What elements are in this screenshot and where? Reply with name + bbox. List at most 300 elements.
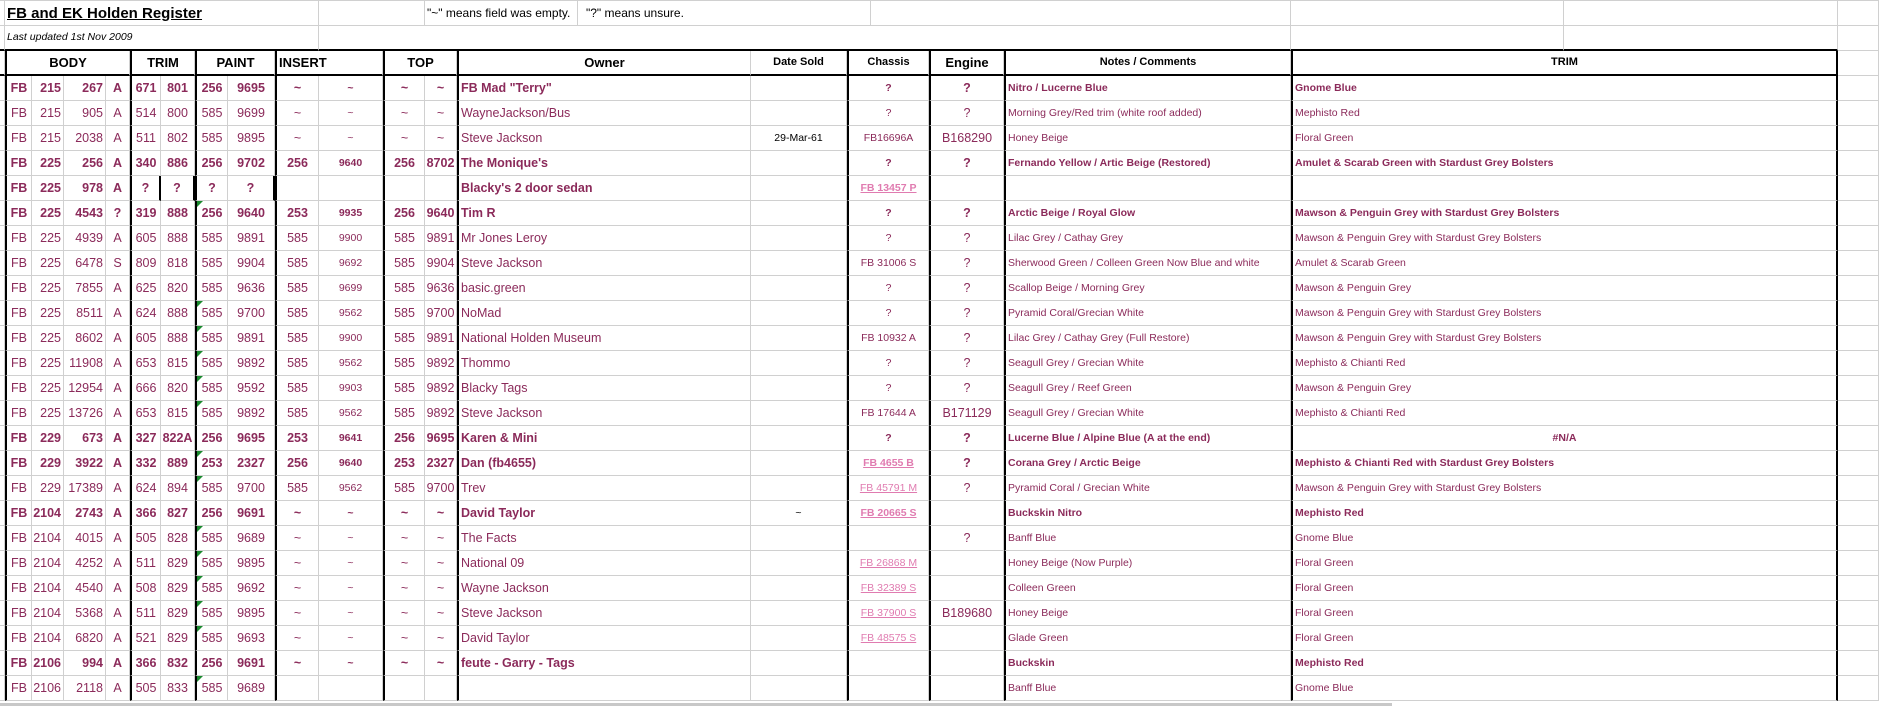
cell-i1[interactable]: ~ bbox=[275, 76, 319, 101]
cell-b2[interactable]: 2038 bbox=[64, 126, 106, 151]
cell-trim[interactable]: Mawson & Penguin Grey with Stardust Grey Bolsters bbox=[1291, 226, 1838, 251]
cell-engine[interactable]: ? bbox=[929, 251, 1004, 276]
cell-owner[interactable]: Blacky's 2 door sedan bbox=[457, 176, 751, 201]
cell-i1[interactable]: 585 bbox=[275, 401, 319, 426]
cell-date[interactable]: ~ bbox=[751, 501, 847, 526]
cell-engine[interactable] bbox=[929, 576, 1004, 601]
cell-empty[interactable] bbox=[1838, 526, 1879, 551]
cell-date[interactable] bbox=[751, 176, 847, 201]
cell-notes[interactable] bbox=[1004, 176, 1291, 201]
cell-date[interactable] bbox=[751, 676, 847, 701]
cell-empty[interactable] bbox=[1838, 676, 1879, 701]
legend-unsure[interactable]: "?" means unsure. bbox=[578, 1, 871, 26]
cell-empty[interactable] bbox=[1838, 126, 1879, 151]
cell-owner[interactable]: FB Mad "Terry" bbox=[457, 76, 751, 101]
cell-date[interactable] bbox=[751, 476, 847, 501]
cell-owner[interactable]: Steve Jackson bbox=[457, 601, 751, 626]
cell-model[interactable]: FB bbox=[5, 651, 32, 676]
cell-i2[interactable]: ~ bbox=[319, 626, 383, 651]
cell-owner[interactable]: National Holden Museum bbox=[457, 326, 751, 351]
cell-b2[interactable]: 4543 bbox=[64, 201, 106, 226]
cell-date[interactable] bbox=[751, 251, 847, 276]
cell-p2[interactable]: 2327 bbox=[228, 451, 275, 476]
cell-notes[interactable]: Buckskin Nitro bbox=[1004, 501, 1291, 526]
cell-b2[interactable]: 17389 bbox=[64, 476, 106, 501]
cell-empty[interactable] bbox=[1838, 351, 1879, 376]
header-engine[interactable]: Engine bbox=[929, 51, 1004, 76]
cell-t1[interactable]: 327 bbox=[130, 426, 161, 451]
cell-i1[interactable]: 585 bbox=[275, 301, 319, 326]
cell-i2[interactable]: 9900 bbox=[319, 226, 383, 251]
cell-b3[interactable]: A bbox=[106, 126, 130, 151]
cell-t1[interactable]: 605 bbox=[130, 226, 161, 251]
cell-tp2[interactable] bbox=[425, 676, 457, 701]
cell-tp1[interactable]: 585 bbox=[383, 476, 425, 501]
cell-i1[interactable]: ~ bbox=[275, 101, 319, 126]
cell-notes[interactable]: Morning Grey/Red trim (white roof added) bbox=[1004, 101, 1291, 126]
cell-notes[interactable]: Buckskin bbox=[1004, 651, 1291, 676]
cell-t2[interactable]: 829 bbox=[161, 601, 195, 626]
cell-p2[interactable]: 9689 bbox=[228, 526, 275, 551]
cell-model[interactable]: FB bbox=[5, 276, 32, 301]
cell-chassis[interactable]: FB 37900 S bbox=[847, 601, 929, 626]
cell-t1[interactable]: ? bbox=[130, 176, 161, 201]
cell-owner[interactable]: Thommo bbox=[457, 351, 751, 376]
cell-t2[interactable]: 829 bbox=[161, 551, 195, 576]
cell-p2[interactable]: 9891 bbox=[228, 226, 275, 251]
cell-tp1[interactable]: ~ bbox=[383, 576, 425, 601]
cell-i2[interactable]: ~ bbox=[319, 551, 383, 576]
cell-notes[interactable]: Banff Blue bbox=[1004, 526, 1291, 551]
cell-engine[interactable]: ? bbox=[929, 426, 1004, 451]
cell-p1[interactable]: 585 bbox=[195, 326, 228, 351]
cell-notes[interactable]: Banff Blue bbox=[1004, 676, 1291, 701]
cell-notes[interactable]: Honey Beige bbox=[1004, 601, 1291, 626]
header-trim[interactable]: TRIM bbox=[130, 51, 195, 76]
cell-t1[interactable]: 505 bbox=[130, 676, 161, 701]
cell-chassis[interactable]: FB 10932 A bbox=[847, 326, 929, 351]
cell-chassis[interactable]: ? bbox=[847, 201, 929, 226]
cell-p1[interactable]: ? bbox=[195, 176, 228, 201]
cell-i2[interactable]: ~ bbox=[319, 651, 383, 676]
cell-notes[interactable]: Arctic Beige / Royal Glow bbox=[1004, 201, 1291, 226]
cell-t1[interactable]: 809 bbox=[130, 251, 161, 276]
cell-trim[interactable]: Mephisto Red bbox=[1291, 101, 1838, 126]
cell-b3[interactable]: A bbox=[106, 426, 130, 451]
cell-i1[interactable]: 585 bbox=[275, 226, 319, 251]
cell-p1[interactable]: 256 bbox=[195, 651, 228, 676]
cell-i1[interactable]: ~ bbox=[275, 126, 319, 151]
cell-model[interactable]: FB bbox=[5, 626, 32, 651]
cell-tp1[interactable]: 585 bbox=[383, 251, 425, 276]
cell-i1[interactable]: 585 bbox=[275, 376, 319, 401]
cell-i1[interactable]: 253 bbox=[275, 426, 319, 451]
cell-model[interactable]: FB bbox=[5, 326, 32, 351]
cell-empty[interactable] bbox=[1838, 401, 1879, 426]
cell-owner[interactable]: Blacky Tags bbox=[457, 376, 751, 401]
cell-tp2[interactable]: 9892 bbox=[425, 401, 457, 426]
cell-b3[interactable]: A bbox=[106, 476, 130, 501]
cell-p1[interactable]: 585 bbox=[195, 226, 228, 251]
cell-tp2[interactable] bbox=[425, 176, 457, 201]
cell-model[interactable]: FB bbox=[5, 351, 32, 376]
cell-owner[interactable]: National 09 bbox=[457, 551, 751, 576]
cell-p2[interactable]: 9693 bbox=[228, 626, 275, 651]
cell-engine[interactable]: ? bbox=[929, 151, 1004, 176]
cell-engine[interactable]: ? bbox=[929, 76, 1004, 101]
cell-model[interactable]: FB bbox=[5, 601, 32, 626]
cell-p1[interactable]: 585 bbox=[195, 676, 228, 701]
cell-p1[interactable]: 585 bbox=[195, 476, 228, 501]
cell-p2[interactable]: 9892 bbox=[228, 351, 275, 376]
cell-p2[interactable]: 9895 bbox=[228, 551, 275, 576]
cell-t2[interactable]: 815 bbox=[161, 351, 195, 376]
cell-t1[interactable]: 653 bbox=[130, 351, 161, 376]
cell-tp2[interactable]: ~ bbox=[425, 576, 457, 601]
cell-t1[interactable]: 511 bbox=[130, 601, 161, 626]
cell-date[interactable] bbox=[751, 626, 847, 651]
cell-trim[interactable]: Floral Green bbox=[1291, 576, 1838, 601]
cell-trim[interactable]: Floral Green bbox=[1291, 601, 1838, 626]
cell-i1[interactable]: 585 bbox=[275, 326, 319, 351]
cell-empty[interactable] bbox=[1838, 326, 1879, 351]
cell-tp2[interactable]: 2327 bbox=[425, 451, 457, 476]
cell-tp2[interactable]: 8702 bbox=[425, 151, 457, 176]
cell-engine[interactable]: ? bbox=[929, 326, 1004, 351]
cell-chassis[interactable]: ? bbox=[847, 376, 929, 401]
cell-trim[interactable]: Floral Green bbox=[1291, 626, 1838, 651]
cell-t2[interactable]: 888 bbox=[161, 201, 195, 226]
cell-date[interactable] bbox=[751, 376, 847, 401]
cell-empty[interactable] bbox=[1838, 451, 1879, 476]
cell-engine[interactable]: ? bbox=[929, 376, 1004, 401]
cell-p2[interactable]: 9689 bbox=[228, 676, 275, 701]
cell-b2[interactable]: 673 bbox=[64, 426, 106, 451]
cell-trim[interactable]: Amulet & Scarab Green bbox=[1291, 251, 1838, 276]
cell-notes[interactable]: Corana Grey / Arctic Beige bbox=[1004, 451, 1291, 476]
cell-trim[interactable]: Mawson & Penguin Grey with Stardust Grey Bolsters bbox=[1291, 326, 1838, 351]
cell-b3[interactable]: A bbox=[106, 326, 130, 351]
cell-tp1[interactable]: ~ bbox=[383, 126, 425, 151]
cell-t2[interactable]: 815 bbox=[161, 401, 195, 426]
cell-model[interactable]: FB bbox=[5, 526, 32, 551]
cell-p2[interactable]: 9691 bbox=[228, 651, 275, 676]
cell-owner[interactable]: Dan (fb4655) bbox=[457, 451, 751, 476]
cell-p1[interactable]: 585 bbox=[195, 401, 228, 426]
cell-owner[interactable]: Mr Jones Leroy bbox=[457, 226, 751, 251]
cell-tp2[interactable]: ~ bbox=[425, 126, 457, 151]
cell-trim[interactable]: Amulet & Scarab Green with Stardust Grey Bolsters bbox=[1291, 151, 1838, 176]
cell-date[interactable] bbox=[751, 201, 847, 226]
cell-engine[interactable]: ? bbox=[929, 351, 1004, 376]
cell-engine[interactable]: ? bbox=[929, 226, 1004, 251]
cell-empty[interactable] bbox=[1838, 276, 1879, 301]
cell-i2[interactable]: 9562 bbox=[319, 351, 383, 376]
cell-chassis[interactable]: ? bbox=[847, 301, 929, 326]
cell-notes[interactable]: Colleen Green bbox=[1004, 576, 1291, 601]
cell-i2[interactable] bbox=[319, 176, 383, 201]
cell-b2[interactable]: 267 bbox=[64, 76, 106, 101]
cell-model[interactable]: FB bbox=[5, 676, 32, 701]
cell-t1[interactable]: 671 bbox=[130, 76, 161, 101]
header-insert[interactable]: INSERT bbox=[275, 51, 383, 76]
cell-p1[interactable]: 585 bbox=[195, 376, 228, 401]
cell-owner[interactable]: Wayne Jackson bbox=[457, 576, 751, 601]
cell-notes[interactable]: Lucerne Blue / Alpine Blue (A at the end) bbox=[1004, 426, 1291, 451]
cell-b2[interactable]: 6820 bbox=[64, 626, 106, 651]
cell-empty[interactable] bbox=[1838, 601, 1879, 626]
cell-tp2[interactable]: 9700 bbox=[425, 476, 457, 501]
cell-chassis[interactable]: FB 32389 S bbox=[847, 576, 929, 601]
cell-date[interactable] bbox=[751, 101, 847, 126]
cell-p1[interactable]: 585 bbox=[195, 276, 228, 301]
cell-t1[interactable]: 511 bbox=[130, 551, 161, 576]
cell-trim[interactable] bbox=[1291, 176, 1838, 201]
cell-notes[interactable]: Honey Beige (Now Purple) bbox=[1004, 551, 1291, 576]
cell-tp2[interactable]: 9892 bbox=[425, 376, 457, 401]
cell-model[interactable]: FB bbox=[5, 151, 32, 176]
cell-notes[interactable]: Glade Green bbox=[1004, 626, 1291, 651]
cell-date[interactable] bbox=[751, 526, 847, 551]
cell-b1[interactable]: 225 bbox=[32, 351, 64, 376]
cell-t1[interactable]: 319 bbox=[130, 201, 161, 226]
cell-owner[interactable]: basic.green bbox=[457, 276, 751, 301]
cell-p2[interactable]: 9695 bbox=[228, 426, 275, 451]
cell-p1[interactable]: 585 bbox=[195, 526, 228, 551]
cell-b1[interactable]: 225 bbox=[32, 226, 64, 251]
cell-notes[interactable]: Seagull Grey / Grecian White bbox=[1004, 351, 1291, 376]
cell-owner[interactable]: Karen & Mini bbox=[457, 426, 751, 451]
cell-engine[interactable] bbox=[929, 551, 1004, 576]
header-top[interactable]: TOP bbox=[383, 51, 457, 76]
cell-date[interactable] bbox=[751, 326, 847, 351]
cell-trim[interactable]: Gnome Blue bbox=[1291, 76, 1838, 101]
cell-b3[interactable]: A bbox=[106, 226, 130, 251]
cell-i2[interactable]: 9640 bbox=[319, 451, 383, 476]
cell-p2[interactable]: 9636 bbox=[228, 276, 275, 301]
cell-notes[interactable]: Scallop Beige / Morning Grey bbox=[1004, 276, 1291, 301]
cell-i2[interactable]: 9699 bbox=[319, 276, 383, 301]
cell-chassis[interactable]: FB 45791 M bbox=[847, 476, 929, 501]
cell-owner[interactable]: The Facts bbox=[457, 526, 751, 551]
cell-date[interactable]: 29-Mar-61 bbox=[751, 126, 847, 151]
cell-b2[interactable]: 4939 bbox=[64, 226, 106, 251]
cell-b2[interactable]: 3922 bbox=[64, 451, 106, 476]
cell-date[interactable] bbox=[751, 551, 847, 576]
cell-engine[interactable] bbox=[929, 676, 1004, 701]
cell-chassis[interactable]: ? bbox=[847, 276, 929, 301]
cell-owner[interactable]: Steve Jackson bbox=[457, 401, 751, 426]
cell-b3[interactable]: A bbox=[106, 101, 130, 126]
cell-date[interactable] bbox=[751, 576, 847, 601]
cell-b1[interactable]: 229 bbox=[32, 451, 64, 476]
cell-tp1[interactable]: 585 bbox=[383, 301, 425, 326]
cell-t2[interactable]: 818 bbox=[161, 251, 195, 276]
cell-chassis[interactable]: FB 4655 B bbox=[847, 451, 929, 476]
cell-t2[interactable]: 800 bbox=[161, 101, 195, 126]
cell-tp1[interactable]: 585 bbox=[383, 276, 425, 301]
cell-i2[interactable]: 9562 bbox=[319, 301, 383, 326]
cell-notes[interactable]: Lilac Grey / Cathay Grey (Full Restore) bbox=[1004, 326, 1291, 351]
cell-trim[interactable]: #N/A bbox=[1291, 426, 1838, 451]
cell-t1[interactable]: 366 bbox=[130, 651, 161, 676]
cell-i2[interactable]: 9640 bbox=[319, 151, 383, 176]
cell-b2[interactable]: 7855 bbox=[64, 276, 106, 301]
cell-tp2[interactable]: 9700 bbox=[425, 301, 457, 326]
cell-engine[interactable]: ? bbox=[929, 276, 1004, 301]
cell-i2[interactable]: ~ bbox=[319, 126, 383, 151]
cell-p1[interactable]: 585 bbox=[195, 551, 228, 576]
cell-empty[interactable] bbox=[1838, 626, 1879, 651]
cell-model[interactable]: FB bbox=[5, 551, 32, 576]
cell-p1[interactable]: 585 bbox=[195, 126, 228, 151]
cell-p2[interactable]: 9700 bbox=[228, 476, 275, 501]
cell-owner[interactable]: David Taylor bbox=[457, 626, 751, 651]
cell-p1[interactable]: 585 bbox=[195, 626, 228, 651]
cell-b1[interactable]: 225 bbox=[32, 201, 64, 226]
cell-notes[interactable]: Honey Beige bbox=[1004, 126, 1291, 151]
header-trim-desc[interactable]: TRIM bbox=[1291, 51, 1838, 76]
cell-chassis[interactable]: FB 13457 P bbox=[847, 176, 929, 201]
cell-i1[interactable]: ~ bbox=[275, 526, 319, 551]
cell-tp2[interactable]: 9636 bbox=[425, 276, 457, 301]
cell-i2[interactable]: 9692 bbox=[319, 251, 383, 276]
cell-i2[interactable]: 9562 bbox=[319, 401, 383, 426]
cell-tp1[interactable] bbox=[383, 676, 425, 701]
cell-p1[interactable]: 256 bbox=[195, 76, 228, 101]
cell-tp1[interactable]: ~ bbox=[383, 501, 425, 526]
cell-b3[interactable]: A bbox=[106, 626, 130, 651]
cell-b2[interactable]: 12954 bbox=[64, 376, 106, 401]
cell-t1[interactable]: 624 bbox=[130, 301, 161, 326]
cell-b1[interactable]: 2106 bbox=[32, 676, 64, 701]
cell-t2[interactable]: 888 bbox=[161, 326, 195, 351]
cell-i2[interactable] bbox=[319, 676, 383, 701]
cell-owner[interactable]: Steve Jackson bbox=[457, 126, 751, 151]
cell-chassis[interactable]: ? bbox=[847, 101, 929, 126]
cell-b3[interactable]: A bbox=[106, 651, 130, 676]
cell-model[interactable]: FB bbox=[5, 476, 32, 501]
cell-tp2[interactable]: ~ bbox=[425, 551, 457, 576]
cell-p2[interactable]: 9691 bbox=[228, 501, 275, 526]
cell-model[interactable]: FB bbox=[5, 126, 32, 151]
cell-p1[interactable]: 256 bbox=[195, 201, 228, 226]
header-owner[interactable]: Owner bbox=[457, 51, 751, 76]
cell-trim[interactable]: Mephisto & Chianti Red bbox=[1291, 351, 1838, 376]
cell-tp2[interactable]: 9640 bbox=[425, 201, 457, 226]
cell-t1[interactable]: 508 bbox=[130, 576, 161, 601]
cell-tp2[interactable]: 9891 bbox=[425, 326, 457, 351]
cell-tp2[interactable]: ~ bbox=[425, 651, 457, 676]
cell-model[interactable]: FB bbox=[5, 576, 32, 601]
cell-date[interactable] bbox=[751, 151, 847, 176]
cell-chassis[interactable] bbox=[847, 526, 929, 551]
cell-tp1[interactable]: 585 bbox=[383, 326, 425, 351]
header-date-sold[interactable]: Date Sold bbox=[751, 51, 847, 76]
cell-tp2[interactable]: ~ bbox=[425, 101, 457, 126]
cell-i1[interactable]: 256 bbox=[275, 451, 319, 476]
cell-tp2[interactable]: ~ bbox=[425, 76, 457, 101]
cell-b3[interactable]: A bbox=[106, 176, 130, 201]
cell-b3[interactable]: A bbox=[106, 401, 130, 426]
cell-t2[interactable]: 888 bbox=[161, 301, 195, 326]
cell-b3[interactable]: ? bbox=[106, 201, 130, 226]
cell-empty[interactable] bbox=[1838, 376, 1879, 401]
cell-i1[interactable] bbox=[275, 176, 319, 201]
cell-p1[interactable]: 585 bbox=[195, 601, 228, 626]
cell-date[interactable] bbox=[751, 451, 847, 476]
cell-owner[interactable]: The Monique's bbox=[457, 151, 751, 176]
cell-i1[interactable]: ~ bbox=[275, 576, 319, 601]
cell-owner[interactable]: Tim R bbox=[457, 201, 751, 226]
cell-b1[interactable]: 2104 bbox=[32, 501, 64, 526]
cell-tp2[interactable]: 9904 bbox=[425, 251, 457, 276]
cell-owner[interactable]: David Taylor bbox=[457, 501, 751, 526]
legend-empty[interactable]: "~" means field was empty. bbox=[425, 1, 578, 26]
cell-tp1[interactable]: ~ bbox=[383, 76, 425, 101]
cell-chassis[interactable]: ? bbox=[847, 426, 929, 451]
cell-tp2[interactable]: ~ bbox=[425, 526, 457, 551]
cell-p2[interactable]: 9700 bbox=[228, 301, 275, 326]
cell-tp2[interactable]: 9891 bbox=[425, 226, 457, 251]
cell-b2[interactable]: 2118 bbox=[64, 676, 106, 701]
cell-t1[interactable]: 332 bbox=[130, 451, 161, 476]
cell-b1[interactable]: 229 bbox=[32, 426, 64, 451]
cell-i1[interactable]: ~ bbox=[275, 601, 319, 626]
cell-t1[interactable]: 514 bbox=[130, 101, 161, 126]
cell-notes[interactable]: Sherwood Green / Colleen Green Now Blue and white bbox=[1004, 251, 1291, 276]
cell-i2[interactable]: ~ bbox=[319, 576, 383, 601]
sheet-title[interactable]: FB and EK Holden Register bbox=[5, 1, 319, 26]
cell-i2[interactable]: 9903 bbox=[319, 376, 383, 401]
cell-empty[interactable] bbox=[1838, 576, 1879, 601]
cell-model[interactable]: FB bbox=[5, 201, 32, 226]
cell-i1[interactable]: 585 bbox=[275, 276, 319, 301]
cell-trim[interactable]: Floral Green bbox=[1291, 551, 1838, 576]
cell-empty[interactable] bbox=[1838, 476, 1879, 501]
cell-model[interactable]: FB bbox=[5, 176, 32, 201]
cell-i2[interactable]: ~ bbox=[319, 101, 383, 126]
cell-t1[interactable]: 366 bbox=[130, 501, 161, 526]
cell-empty[interactable] bbox=[1838, 551, 1879, 576]
cell-b1[interactable]: 225 bbox=[32, 376, 64, 401]
cell-b3[interactable]: A bbox=[106, 601, 130, 626]
cell-tp1[interactable]: 585 bbox=[383, 226, 425, 251]
cell-p2[interactable]: ? bbox=[228, 176, 275, 201]
cell-empty[interactable] bbox=[1838, 301, 1879, 326]
cell-empty[interactable] bbox=[1838, 201, 1879, 226]
cell-notes[interactable]: Lilac Grey / Cathay Grey bbox=[1004, 226, 1291, 251]
cell-tp1[interactable]: ~ bbox=[383, 601, 425, 626]
cell-p1[interactable]: 256 bbox=[195, 426, 228, 451]
cell-i2[interactable]: ~ bbox=[319, 526, 383, 551]
cell-i1[interactable]: ~ bbox=[275, 626, 319, 651]
cell-engine[interactable]: ? bbox=[929, 201, 1004, 226]
cell-t2[interactable]: 820 bbox=[161, 376, 195, 401]
cell-trim[interactable]: Mawson & Penguin Grey with Stardust Grey Bolsters bbox=[1291, 476, 1838, 501]
cell-engine[interactable] bbox=[929, 176, 1004, 201]
cell-tp2[interactable]: 9892 bbox=[425, 351, 457, 376]
cell-i1[interactable] bbox=[275, 676, 319, 701]
cell-b2[interactable]: 8602 bbox=[64, 326, 106, 351]
cell-i1[interactable]: 585 bbox=[275, 476, 319, 501]
cell-trim[interactable]: Mawson & Penguin Grey with Stardust Grey Bolsters bbox=[1291, 301, 1838, 326]
cell-b1[interactable]: 2104 bbox=[32, 626, 64, 651]
cell-empty[interactable] bbox=[1838, 426, 1879, 451]
last-updated[interactable]: Last updated 1st Nov 2009 bbox=[5, 26, 319, 51]
cell-t2[interactable]: 828 bbox=[161, 526, 195, 551]
cell-b2[interactable]: 905 bbox=[64, 101, 106, 126]
